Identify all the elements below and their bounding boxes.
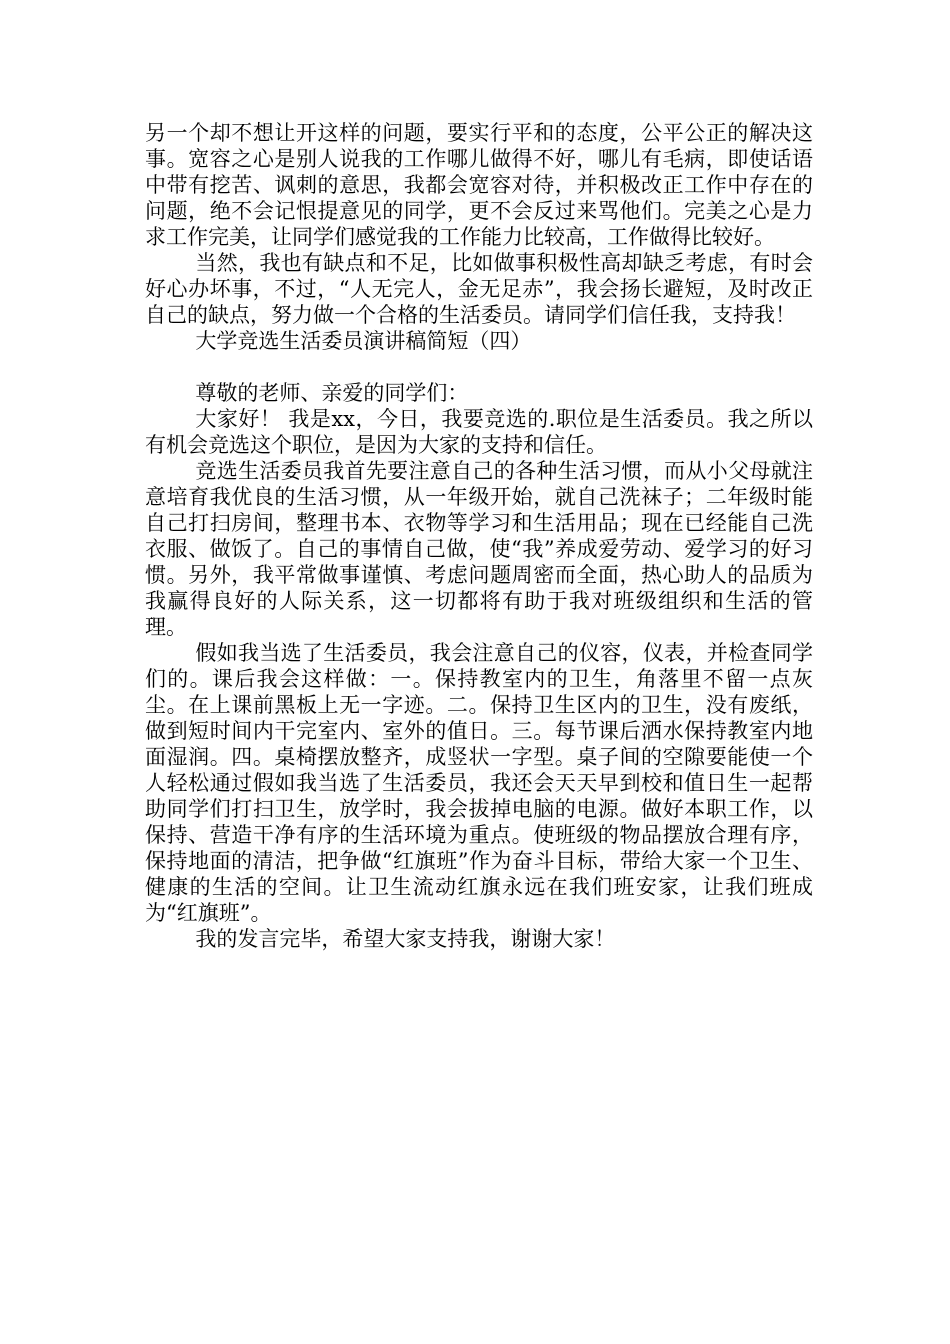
paragraph: 大家好！ 我是xx，今日，我要竞选的.职位是生活委员。我之所以有机会竞选这个职位，是因为大家的支持和信任。 (145, 407, 813, 457)
paragraph: 当然，我也有缺点和不足，比如做事积极性高却缺乏考虑，有时会好心办坏事，不过，“人无完人，金无足赤”，我会扬长避短，及时改正自己的缺点，努力做一个合格的生活委员。请同学们信任我，支持我！ (145, 251, 813, 327)
closing-paragraph: 我的发言完毕，希望大家支持我，谢谢大家！ (195, 927, 616, 951)
section-title: 大学竞选生活委员演讲稿简短（四） (195, 329, 532, 353)
document-body (145, 120, 813, 952)
paragraph: 假如我当选了生活委员，我会注意自己的仪容，仪表，并检查同学们的。课后我会这样做：一。保持教室内的卫生，角落里不留一点灰尘。在上课前黑板上无一字迹。二。保持卫生区内的卫生，没有废纸，做到短时间内干完室内、室外的值日。三。每节课后洒水保持教室内地面湿润。四。桌椅摆放整齐，成竖状一字型。桌子间的空隙要能使一个人轻松通过假如我当选了生活委员，我还会天天早到校和值日生一起帮助同学们打扫卫生，放学时，我会拔掉电脑的电源。做好本职工作，以保持、营造干净有序的生活环境为重点。使班级的物品摆放合理有序，保持地面的清洁，把争做“红旗班”作为奋斗目标，带给大家一个卫生、健康的生活的空间。让卫生流动红旗永远在我们班安家，让我们班成为“红旗班”。 (145, 641, 813, 925)
paragraph: 竞选生活委员我首先要注意自己的各种生活习惯，而从小父母就注意培育我优良的生活习惯，从一年级开始，就自己洗袜子；二年级时能自己打扫房间，整理书本、衣物等学习和生活用品；现在已经能自己洗衣服、做饭了。自己的事情自己做，使“我”养成爱劳动、爱学习的好习惯。另外，我平常做事谨慎、考虑问题周密而全面，热心助人的品质为我赢得良好的人际关系，这一切都将有助于我对班级组织和生活的管理。 (145, 459, 813, 639)
blank-line (145, 354, 813, 380)
greeting: 尊敬的老师、亲爱的同学们： (195, 381, 469, 405)
paragraph: 另一个却不想让开这样的问题，要实行平和的态度，公平公正的解决这事。宽容之心是别人说我的工作哪儿做得不好，哪儿有毛病，即使话语中带有挖苦、讽刺的意思，我都会宽容对待，并积极改正工作中存在的问题，绝不会记恨提意见的同学，更不会反过来骂他们。完美之心是力求工作完美，让同学们感觉我的工作能力比较高，工作做得比较好。 (145, 121, 813, 249)
